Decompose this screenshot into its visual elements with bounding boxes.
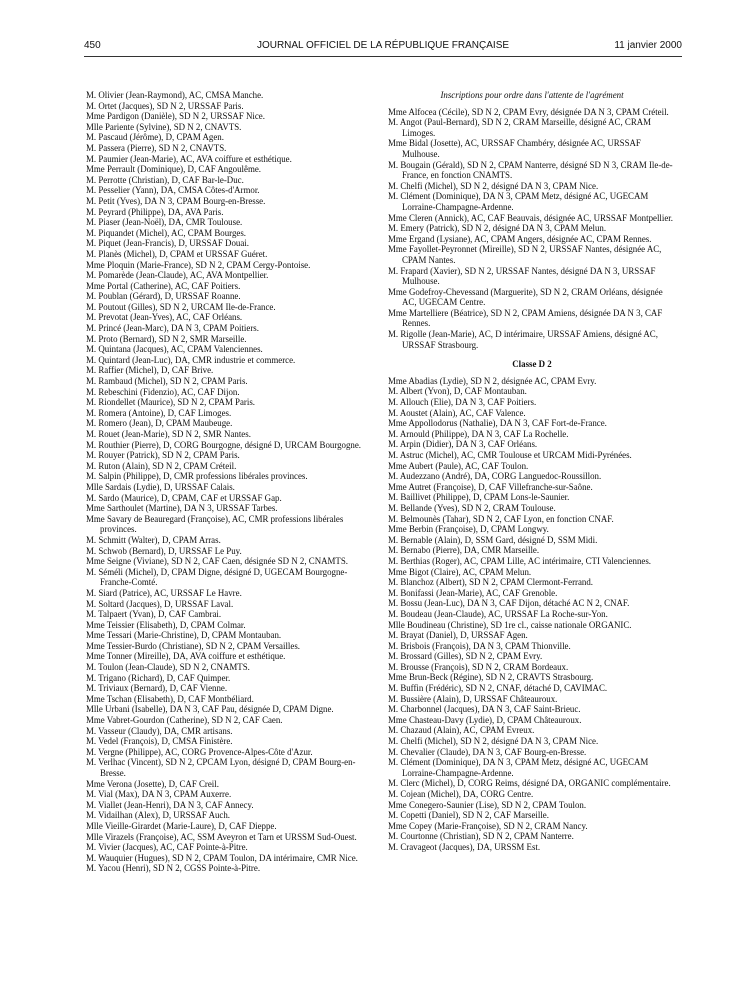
list-item: Mme Alfocea (Cécile), SD N 2, CPAM Evry, désignée DA N 3, CPAM Créteil. (388, 106, 669, 117)
list-item: M. Aoustet (Alain), AC, CAF Valence. (388, 407, 526, 418)
pending-subtitle: Inscriptions pour ordre dans l'attente de l'agrément (440, 90, 624, 100)
list-item: Mme Perrault (Dominique), D, CAF Angoulême. (86, 164, 262, 175)
list-item: M. Rebeschini (Fidenzio), AC, CAF Dijon. (86, 386, 240, 397)
list-item: M. Raffier (Michel), D, CAF Brive. (86, 365, 214, 376)
list-item: M. Piaser (Jean-Noël), DA, CMR Toulouse. (86, 217, 243, 228)
list-item: M. Quintana (Jacques), AC, CPAM Valenciennes. (86, 344, 263, 355)
list-item: M. Rouyer (Patrick), SD N 2, CPAM Paris. (86, 450, 240, 461)
list-item: Mme Appollodorus (Nathalie), DA N 3, CAF Fort-de-France. (388, 418, 607, 429)
list-item: M. Quintard (Jean-Luc), DA, CMR industrie et commerce. (86, 354, 296, 365)
list-item: M. Vial (Max), DA N 3, CPAM Auxerre. (86, 789, 232, 800)
list-item: M. Schwob (Bernard), D, URSSAF Le Puy. (86, 545, 242, 556)
list-item: M. Pesselier (Yann), DA, CMSA Côtes-d'Armor. (86, 185, 260, 196)
list-item: M. Boudeau (Jean-Claude), AC, URSSAF La Roche-sur-Yon. (388, 608, 608, 619)
list-item: M. Bellande (Yves), SD N 2, CRAM Toulouse. (388, 502, 556, 513)
list-item: M. Arpin (Didier), DA N 3, CAF Orléans. (388, 439, 538, 450)
list-item: M. Peyrard (Philippe), DA, AVA Paris. (86, 206, 224, 217)
list-item: M. Cravageot (Jacques), DA, URSSM Est. (388, 841, 541, 852)
list-item: M. Pomarède (Jean-Claude), AC, AVA Montpellier. (86, 270, 269, 281)
list-item: Mme Godefroy-Chevessand (Marguerite), SD N 2, CRAM Orléans, désignée AC, UGECAM Centre. (388, 286, 663, 308)
list-item: M. Schmitt (Walter), D, CPAM Arras. (86, 534, 221, 545)
list-item: M. Perrotte (Christian), D, CAF Bar-le-Duc. (86, 174, 244, 185)
list-item: Mme Autret (Françoise), D, CAF Villefranche-sur-Saône. (388, 481, 593, 492)
page-header (84, 40, 682, 54)
list-item: M. Berthias (Roger), AC, CPAM Lille, AC intérimaire, CTI Valenciennes. (388, 555, 652, 566)
list-item: M. Rigolle (Jean-Marie), AC, D intérimaire, URSSAF Amiens, désigné AC, URSSAF Strasbourg. (388, 329, 658, 350)
list-item: M. Romero (Jean), D, CPAM Maubeuge. (86, 418, 233, 429)
list-item: M. Chelfi (Michel), SD N 2, désigné DA N 3, CPAM Nice. (388, 736, 599, 747)
right-column (388, 90, 676, 853)
list-item: Mme Aubert (Paule), AC, CAF Toulon. (388, 460, 529, 471)
list-item: M. Vivier (Jacques), AC, CAF Pointe-à-Pitre. (86, 842, 248, 853)
pending-list (388, 107, 676, 351)
list-item: Mme Fayollet-Peyronnet (Mireille), SD N 2, URSSAF Nantes, désignée AC, CPAM Nantes. (388, 244, 662, 265)
list-item: M. Buffin (Frédéric), SD N 2, CNAF, détaché D, CAVIMAC. (388, 683, 608, 694)
list-item: M. Chelfi (Michel), SD N 2, désigné DA N 3, CPAM Nice. (388, 180, 599, 191)
list-item: M. Albert (Yvon), D, CAF Montauban. (388, 386, 527, 397)
list-item: Mlle Pariente (Sylvine), SD N 2, CNAVTS. (86, 121, 242, 132)
list-item: M. Olivier (Jean-Raymond), AC, CMSA Manche. (86, 90, 264, 100)
list-item: M. Siard (Patrice), AC, URSSAF Le Havre. (86, 587, 242, 598)
list-item: Mme Bidal (Josette), AC, URSSAF Chambéry, désignée AC, URSSAF Mulhouse. (388, 138, 641, 159)
list-item: M. Sardo (Maurice), D, CPAM, CAF et URSSAF Gap. (86, 492, 282, 503)
list-item: Mme Tonner (Mireille), DA, AVA coiffure et esthétique. (86, 651, 286, 662)
list-item: Mme Tessier-Burdo (Christiane), SD N 2, CPAM Versailles. (86, 640, 300, 651)
list-item: M. Belmounès (Tahar), SD N 2, CAF Lyon, en fonction CNAF. (388, 513, 614, 524)
list-item: M. Allouch (Elie), DA N 3, CAF Poitiers. (388, 397, 537, 408)
list-item: Mlle Boudineau (Christine), SD 1re cl., caisse nationale ORGANIC. (388, 619, 632, 630)
list-item: M. Salpin (Philippe), D, CMR professions libérales provinces. (86, 471, 308, 482)
list-item: M. Ortet (Jacques), SD N 2, URSSAF Paris. (86, 100, 244, 111)
classe-heading: Classe D 2 (512, 359, 552, 370)
list-item: M. Vergne (Philippe), AC, CORG Provence-Alpes-Côte d'Azur. (86, 746, 313, 757)
list-item: M. Pascaud (Jérôme), D, CPAM Agen. (86, 132, 224, 143)
list-item: M. Brossard (Gilles), SD N 2, CPAM Evry. (388, 651, 543, 662)
list-item: Mme Sarthoulet (Martine), DA N 3, URSSAF Tarbes. (86, 503, 278, 514)
list-item: Mme Martelliere (Béatrice), SD N 2, CPAM Amiens, désignée DA N 3, CAF Rennes. (388, 307, 663, 329)
list-item: M. Triviaux (Bernard), D, CAF Vienne. (86, 683, 228, 694)
list-item: M. Brisbois (François), DA N 3, CPAM Thionville. (388, 640, 571, 651)
list-item: Mlle Vieille-Girardet (Marie-Laure), D, CAF Dieppe. (86, 820, 277, 831)
list-item: M. Baillivet (Philippe), D, CPAM Lons-le-Saunier. (388, 492, 570, 503)
list-item: M. Courtonne (Christian), SD N 2, CPAM Nanterre. (388, 831, 574, 842)
list-item: M. Bussière (Alain), D, URSSAF Châteauroux. (388, 693, 558, 704)
list-item: M. Ruton (Alain), SD N 2, CPAM Créteil. (86, 460, 237, 471)
list-item: M. Bernabo (Pierre), DA, CMR Marseille. (388, 545, 540, 556)
list-item: Mme Verona (Josette), D, CAF Creil. (86, 778, 219, 789)
list-item: M. Trigano (Richard), D, CAF Quimper. (86, 672, 231, 683)
list-item: Mme Tschan (Elisabeth), D, CAF Montbéliard. (86, 693, 254, 704)
list-item: M. Vidailhan (Alex), D, URSSAF Auch. (86, 810, 231, 821)
list-item: M. Proto (Bernard), SD N 2, SMR Marseille. (86, 333, 247, 344)
list-item: M. Wauquier (Hugues), SD N 2, CPAM Toulon, DA intérimaire, CMR Nice. (86, 852, 358, 863)
list-item: Mme Cleren (Annick), AC, CAF Beauvais, désignée AC, URSSAF Montpellier. (388, 212, 673, 223)
list-item: M. Séméli (Michel), D, CPAM Digne, désigné D, UGECAM Bourgogne-Franche-Comté. (86, 566, 348, 588)
list-item: M. Bougain (Gérald), SD N 2, CPAM Nanterre, désigné SD N 3, CRAM Ile-de-France, en fonction CNAMTS. (388, 159, 673, 181)
list-item: Mme Brun-Beck (Régine), SD N 2, CRAVTS Strasbourg. (388, 672, 594, 683)
list-item: M. Arnould (Philippe), DA N 3, CAF La Rochelle. (388, 428, 569, 439)
list-item: Mme Bigot (Claire), AC, CPAM Melun. (388, 566, 532, 577)
list-item: Mlle Urbani (Isabelle), DA N 3, CAF Pau, désignée D, CPAM Digne. (86, 704, 334, 715)
list-item: Mme Berbin (Françoise), D, CPAM Longwy. (388, 524, 549, 535)
list-item: M. Piquandet (Michel), AC, CPAM Bourges. (86, 227, 247, 238)
list-item: M. Chazaud (Alain), AC, CPAM Evreux. (388, 725, 535, 736)
issue-date: 11 janvier 2000 (614, 40, 682, 51)
list-item: Mme Copey (Marie-Françoise), SD N 2, CRAM Nancy. (388, 820, 588, 831)
list-item: M. Poublan (Gérard), D, URSSAF Roanne. (86, 291, 241, 302)
list-item: M. Romera (Antoine), D, CAF Limoges. (86, 407, 232, 418)
list-item: M. Yacou (Henri), SD N 2, CGSS Pointe-à-Pitre. (86, 863, 261, 874)
list-item: M. Bonifassi (Jean-Marie), AC, CAF Grenoble. (388, 587, 558, 598)
classe-d2-list (388, 376, 676, 853)
list-item: Mme Ergand (Lysiane), AC, CPAM Angers, désignée AC, CPAM Rennes. (388, 233, 652, 244)
list-item: Mme Savary de Beauregard (Françoise), AC, CMR professions libérales provinces. (86, 513, 344, 535)
list-item: M. Charbonnel (Jacques), DA N 3, CAF Saint-Brieuc. (388, 704, 581, 715)
list-item: M. Piquet (Jean-Francis), D, URSSAF Douai. (86, 238, 249, 249)
list-item: M. Audezzano (André), DA, CORG Languedoc-Roussillon. (388, 471, 602, 482)
list-item: M. Riondellet (Maurice), SD N 2, CPAM Paris. (86, 397, 256, 408)
list-item: M. Vasseur (Claudy), DA, CMR artisans. (86, 725, 233, 736)
list-item: Mme Abadias (Lydie), SD N 2, désignée AC, CPAM Evry. (388, 375, 597, 386)
list-item: M. Prevotat (Jean-Yves), AC, CAF Orléans. (86, 312, 243, 323)
list-item: M. Routhier (Pierre), D, CORG Bourgogne, désigné D, URCAM Bourgogne. (86, 439, 362, 450)
list-item: M. Angot (Paul-Bernard), SD N 2, CRAM Marseille, désigné AC, CRAM Limoges. (388, 117, 652, 138)
page-number: 450 (84, 40, 101, 51)
list-item: Mme Conegero-Saunier (Lise), SD N 2, CPAM Toulon. (388, 799, 587, 810)
list-item: Mme Ploquin (Marie-France), SD N 2, CPAM Cergy-Pontoise. (86, 259, 311, 270)
list-item: Mme Pardigon (Danièle), SD N 2, URSSAF Nice. (86, 111, 265, 122)
list-item: Mme Portal (Catherine), AC, CAF Poitiers. (86, 280, 241, 291)
list-item: M. Verlhac (Vincent), SD N 2, CPCAM Lyon, désigné D, CPAM Bourg-en-Bresse. (86, 757, 356, 778)
list-item: M. Bossu (Jean-Luc), DA N 3, CAF Dijon, détaché AC N 2, CNAF. (388, 598, 630, 609)
list-item: M. Brayat (Daniel), D, URSSAF Agen. (388, 630, 528, 641)
journal-title: JOURNAL OFFICIEL DE LA RÉPUBLIQUE FRANÇAISE (256, 40, 510, 51)
list-item: M. Blanchoz (Albert), SD N 2, CPAM Clermont-Ferrand. (388, 577, 594, 588)
list-item: M. Clément (Dominique), DA N 3, CPAM Metz, désigné AC, UGECAM Lorraine-Champagne-Ardenne. (388, 191, 649, 212)
list-item: M. Clerc (Michel), D, CORG Reims, désigné DA, ORGANIC complémentaire. (388, 778, 671, 789)
list-item: M. Clément (Dominique), DA N 3, CPAM Metz, désigné AC, UGECAM Lorraine-Champagne-Ardenne. (388, 757, 649, 778)
list-item: Mme Teissier (Elisabeth), D, CPAM Colmar. (86, 619, 246, 630)
list-item: Mme Tessari (Marie-Christine), D, CPAM Montauban. (86, 630, 282, 641)
list-item: M. Toulon (Jean-Claude), SD N 2, CNAMTS. (86, 662, 250, 673)
list-item: M. Chevalier (Claude), DA N 3, CAF Bourg-en-Bresse. (388, 746, 587, 757)
list-item: M. Vedel (François), D, CMSA Finistère. (86, 736, 233, 747)
list-item: M. Frapard (Xavier), SD N 2, URSSAF Nantes, désigné DA N 3, URSSAF Mulhouse. (388, 265, 656, 287)
list-item: Mme Chasteau-Davy (Lydie), D, CPAM Châteauroux. (388, 714, 582, 725)
list-item: M. Brousse (François), SD N 2, CRAM Bordeaux. (388, 661, 569, 672)
list-item: Mme Seigne (Viviane), SD N 2, CAF Caen, désignée SD N 2, CNAMTS. (86, 556, 348, 567)
list-item: M. Bernable (Alain), D, SSM Gard, désigné D, SSM Midi. (388, 534, 598, 545)
list-item: M. Cojean (Michel), DA, CORG Centre. (388, 789, 534, 799)
list-item: M. Talpaert (Yvan), D, CAF Cambrai. (86, 609, 222, 620)
list-item: M. Passera (Pierre), SD N 2, CNAVTS. (86, 142, 227, 153)
list-item: M. Viallet (Jean-Henri), DA N 3, CAF Annecy. (86, 799, 254, 810)
list-item: M. Paumier (Jean-Marie), AC, AVA coiffure et esthétique. (86, 153, 292, 164)
list-item: Mlle Sardais (Lydie), D, URSSAF Calais. (86, 481, 235, 492)
list-item: M. Poutout (Gilles), SD N 2, URCAM Ile-de-France. (86, 301, 276, 312)
list-item: M. Emery (Patrick), SD N 2, désigné DA N 3, CPAM Melun. (388, 223, 607, 234)
list-item: M. Soltard (Jacques), D, URSSAF Laval. (86, 598, 234, 609)
header-rule (84, 56, 682, 57)
list-item: Mlle Virazels (Françoise), AC, SSM Aveyron et Tarn et URSSM Sud-Ouest. (86, 831, 357, 842)
list-item: M. Rambaud (Michel), SD N 2, CPAM Paris. (86, 376, 248, 387)
left-column (86, 90, 374, 874)
list-item: Mme Vabret-Gourdon (Catherine), SD N 2, CAF Caen. (86, 715, 283, 726)
list-item: M. Astruc (Michel), AC, CMR Toulouse et URCAM Midi-Pyrénées. (388, 450, 632, 460)
list-item: M. Planès (Michel), D, CPAM et URSSAF Guéret. (86, 248, 268, 259)
list-item: M. Princé (Jean-Marc), DA N 3, CPAM Poitiers. (86, 323, 259, 334)
list-item: M. Rouet (Jean-Marie), SD N 2, SMR Nantes. (86, 429, 251, 439)
list-item: M. Petit (Yves), DA N 3, CPAM Bourg-en-Bresse. (86, 195, 266, 206)
list-item: M. Copetti (Daniel), SD N 2, CAF Marseille. (388, 810, 549, 821)
